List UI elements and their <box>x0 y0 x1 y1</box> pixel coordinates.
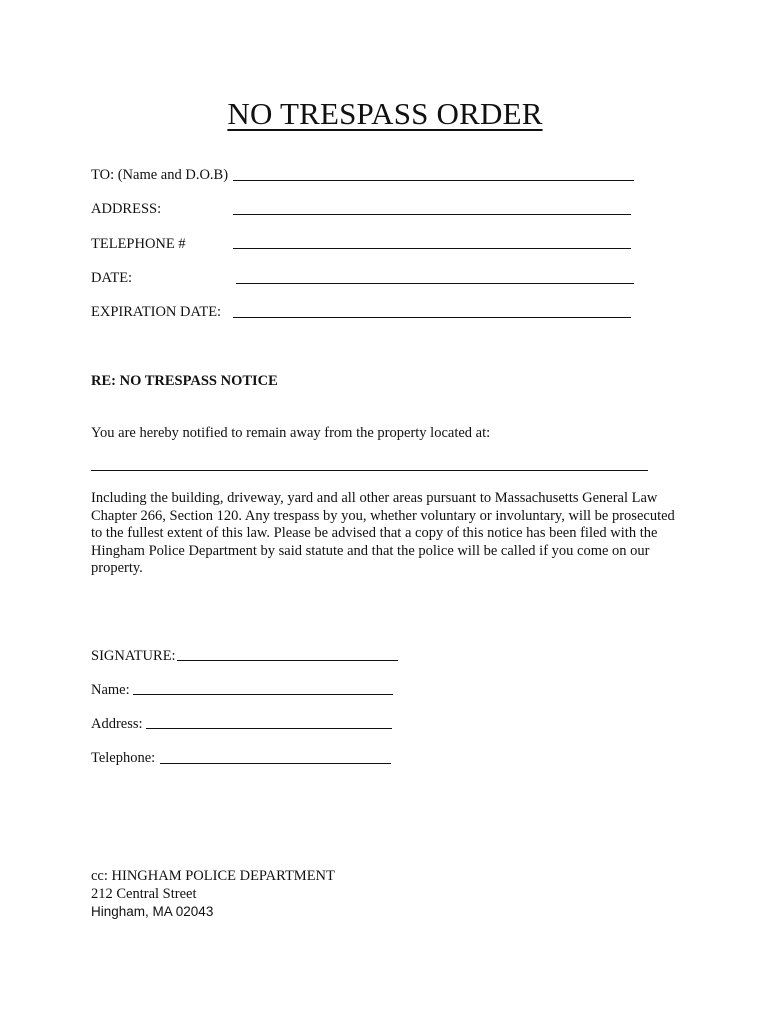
signer-name-label: Name: <box>91 682 130 698</box>
expiration-date-field[interactable] <box>233 317 631 318</box>
telephone-field[interactable] <box>233 248 631 249</box>
telephone-label: TELEPHONE # <box>91 236 186 252</box>
expiration-date-label: EXPIRATION DATE: <box>91 304 222 320</box>
notice-body: Including the building, driveway, yard and all other areas pursuant to Massachusetts General Law Chapter 266, Section 120. Any trespass by you, whether voluntary or involuntary, will be prosecuted to the fullest extent of this law. Please be advised that a copy of this notice has been filed with the Hingham Police Department by said statute and that the police will be called if you come on our property. <box>91 490 675 576</box>
to-name-dob-label: TO: (Name and D.O.B) <box>91 167 229 183</box>
cc-line: cc: HINGHAM POLICE DEPARTMENT <box>91 868 335 884</box>
footer-city: Hingham, MA 02043 <box>91 904 214 919</box>
signature-label: SIGNATURE: <box>91 648 176 664</box>
date-label: DATE: <box>91 270 133 286</box>
address-label: ADDRESS: <box>91 201 162 217</box>
page-title: NO TRESPASS ORDER <box>227 96 543 131</box>
footer-street: 212 Central Street <box>91 886 197 902</box>
signer-name-field[interactable] <box>133 694 393 695</box>
property-location-field[interactable] <box>91 470 648 471</box>
notice-heading: RE: NO TRESPASS NOTICE <box>91 373 278 389</box>
address-field[interactable] <box>233 214 631 215</box>
to-name-dob-field[interactable] <box>233 180 634 181</box>
signature-field[interactable] <box>177 660 398 661</box>
signer-address-field[interactable] <box>146 728 392 729</box>
date-field[interactable] <box>236 283 634 284</box>
signer-address-label: Address: <box>91 716 143 732</box>
signer-telephone-field[interactable] <box>160 763 391 764</box>
notice-intro: You are hereby notified to remain away from the property located at: <box>91 425 491 441</box>
signer-telephone-label: Telephone: <box>91 750 156 766</box>
